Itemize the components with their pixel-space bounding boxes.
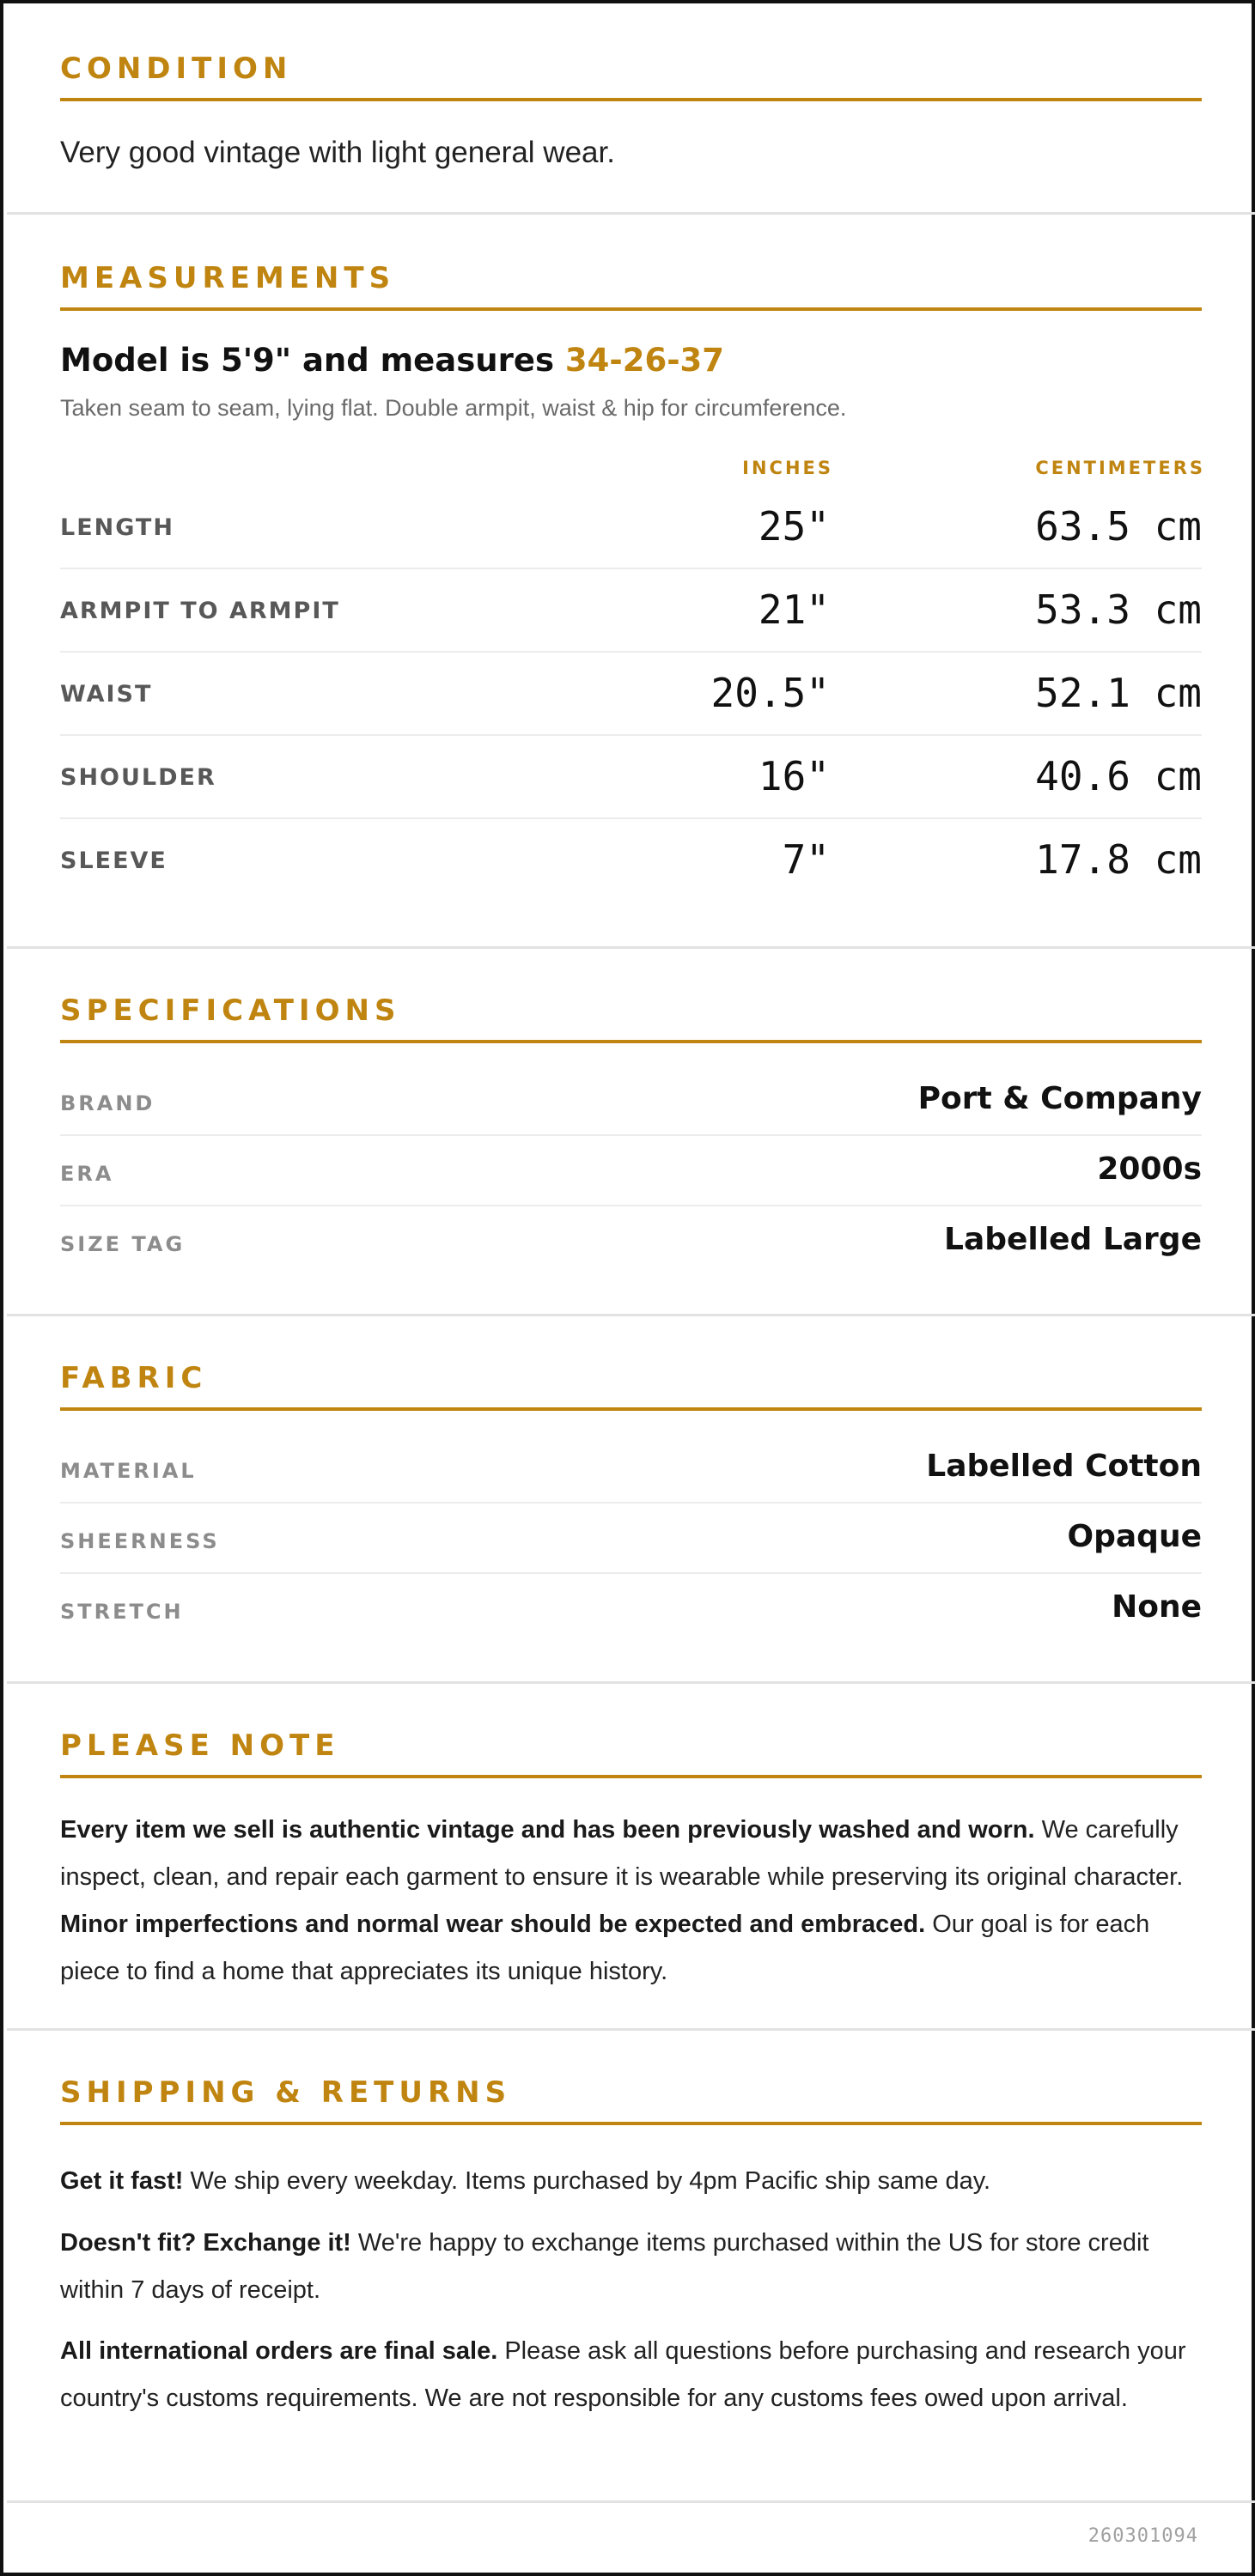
measurement-label: ARMPIT TO ARMPIT [60, 598, 340, 624]
fabric-row-stretch [60, 1574, 1202, 1644]
spec-row-brand [60, 1066, 1202, 1136]
shipping-paragraph-fast [60, 2158, 1202, 2205]
please-note-paragraph [60, 1807, 1202, 1996]
model-text: Model is 5'9" and measures [60, 342, 565, 379]
measurement-inches: 7" [782, 836, 830, 883]
measurement-cm: 53.3 cm [1035, 586, 1202, 633]
spec-row-size-tag [60, 1206, 1202, 1277]
measurements-section [7, 215, 1255, 949]
specifications-section [7, 949, 1255, 1316]
fabric-heading: FABRIC [60, 1361, 208, 1395]
specifications-heading: SPECIFICATIONS [60, 993, 401, 1028]
note-bold-authentic: Every item we sell is authentic vintage and has been previously washed and worn. [60, 1816, 1035, 1844]
shipping-heading: SHIPPING & RETURNS [60, 2075, 512, 2110]
please-note-heading: PLEASE NOTE [60, 1728, 340, 1763]
col-header-inches: INCHES [742, 458, 833, 478]
condition-rule [60, 98, 1202, 101]
measurement-cm: 17.8 cm [1035, 836, 1202, 883]
spec-label: SIZE TAG [60, 1232, 186, 1256]
spec-value: 2000s [1097, 1151, 1202, 1187]
measurement-row [60, 737, 1202, 819]
measurement-row [60, 820, 1202, 902]
measurement-label: SHOULDER [60, 764, 216, 791]
measurement-cm: 52.1 cm [1035, 670, 1202, 716]
measurement-row [60, 570, 1202, 653]
model-measures: 34-26-37 [564, 342, 725, 379]
fabric-label: STRETCH [60, 1600, 184, 1624]
condition-text: Very good vintage with light general wear. [60, 136, 615, 169]
model-line [60, 342, 1202, 379]
measurement-cm: 63.5 cm [1035, 503, 1202, 550]
measurement-cm: 40.6 cm [1035, 753, 1202, 799]
measurement-row [60, 653, 1202, 736]
please-note-section [7, 1684, 1255, 2031]
measurement-row [60, 487, 1202, 569]
shipping-text-international: Please ask all questions before purchasing and research your country's customs requirements. We are not responsible for any customs fees owed upon arrival. [60, 2337, 1186, 2412]
col-header-centimeters: CENTIMETERS [1035, 458, 1205, 478]
fabric-row-material [60, 1433, 1202, 1504]
shipping-paragraph-exchange [60, 2220, 1202, 2314]
measurements-note: Taken seam to seam, lying flat. Double armpit, waist & hip for circumference. [60, 395, 847, 421]
measurement-label: SLEEVE [60, 848, 168, 874]
measurements-heading: MEASUREMENTS [60, 261, 396, 295]
specifications-rule [60, 1040, 1202, 1043]
measurement-inches: 21" [758, 586, 830, 633]
spec-value: Port & Company [917, 1081, 1202, 1116]
measurements-rule [60, 307, 1202, 311]
fabric-value: Opaque [1067, 1519, 1202, 1554]
fabric-label: MATERIAL [60, 1459, 197, 1483]
condition-section [7, 3, 1255, 215]
measurement-inches: 20.5" [710, 670, 830, 716]
shipping-bold-international: All international orders are final sale. [60, 2337, 498, 2365]
footer-code: 260301094 [1087, 2525, 1198, 2547]
fabric-value: None [1112, 1589, 1202, 1625]
measurement-label: LENGTH [60, 514, 174, 541]
shipping-text-fast: We ship every weekday. Items purchased by 4pm Pacific ship same day. [183, 2167, 991, 2195]
fabric-label: SHEERNESS [60, 1529, 220, 1553]
fabric-value: Labelled Cotton [926, 1449, 1202, 1484]
spec-value: Labelled Large [944, 1222, 1202, 1257]
fabric-rule [60, 1407, 1202, 1411]
note-bold-imperfections: Minor imperfections and normal wear should be expected and embraced. [60, 1911, 926, 1938]
spec-row-era [60, 1136, 1202, 1206]
note-text-goal: Our goal is for each piece to find a home that appreciates its unique history. [60, 1911, 1150, 1985]
shipping-rule [60, 2122, 1202, 2125]
fabric-row-sheerness [60, 1504, 1202, 1574]
shipping-text-exchange: We're happy to exchange items purchased within the US for store credit within 7 days of receipt. [60, 2229, 1149, 2304]
please-note-rule [60, 1775, 1202, 1778]
measurement-inches: 25" [758, 503, 830, 550]
shipping-bold-fast: Get it fast! [60, 2167, 184, 2195]
fabric-section [7, 1316, 1255, 1684]
measurement-inches: 16" [758, 753, 830, 799]
condition-heading: CONDITION [60, 52, 293, 86]
shipping-bold-exchange: Doesn't fit? Exchange it! [60, 2229, 351, 2257]
spec-label: ERA [60, 1162, 114, 1186]
shipping-paragraph-international [60, 2328, 1202, 2422]
note-text-inspect: We carefully inspect, clean, and repair each garment to ensure it is wearable while preserving its original character. [60, 1816, 1184, 1891]
spec-label: BRAND [60, 1091, 155, 1115]
shipping-section [7, 2031, 1255, 2503]
measurement-label: WAIST [60, 681, 153, 708]
